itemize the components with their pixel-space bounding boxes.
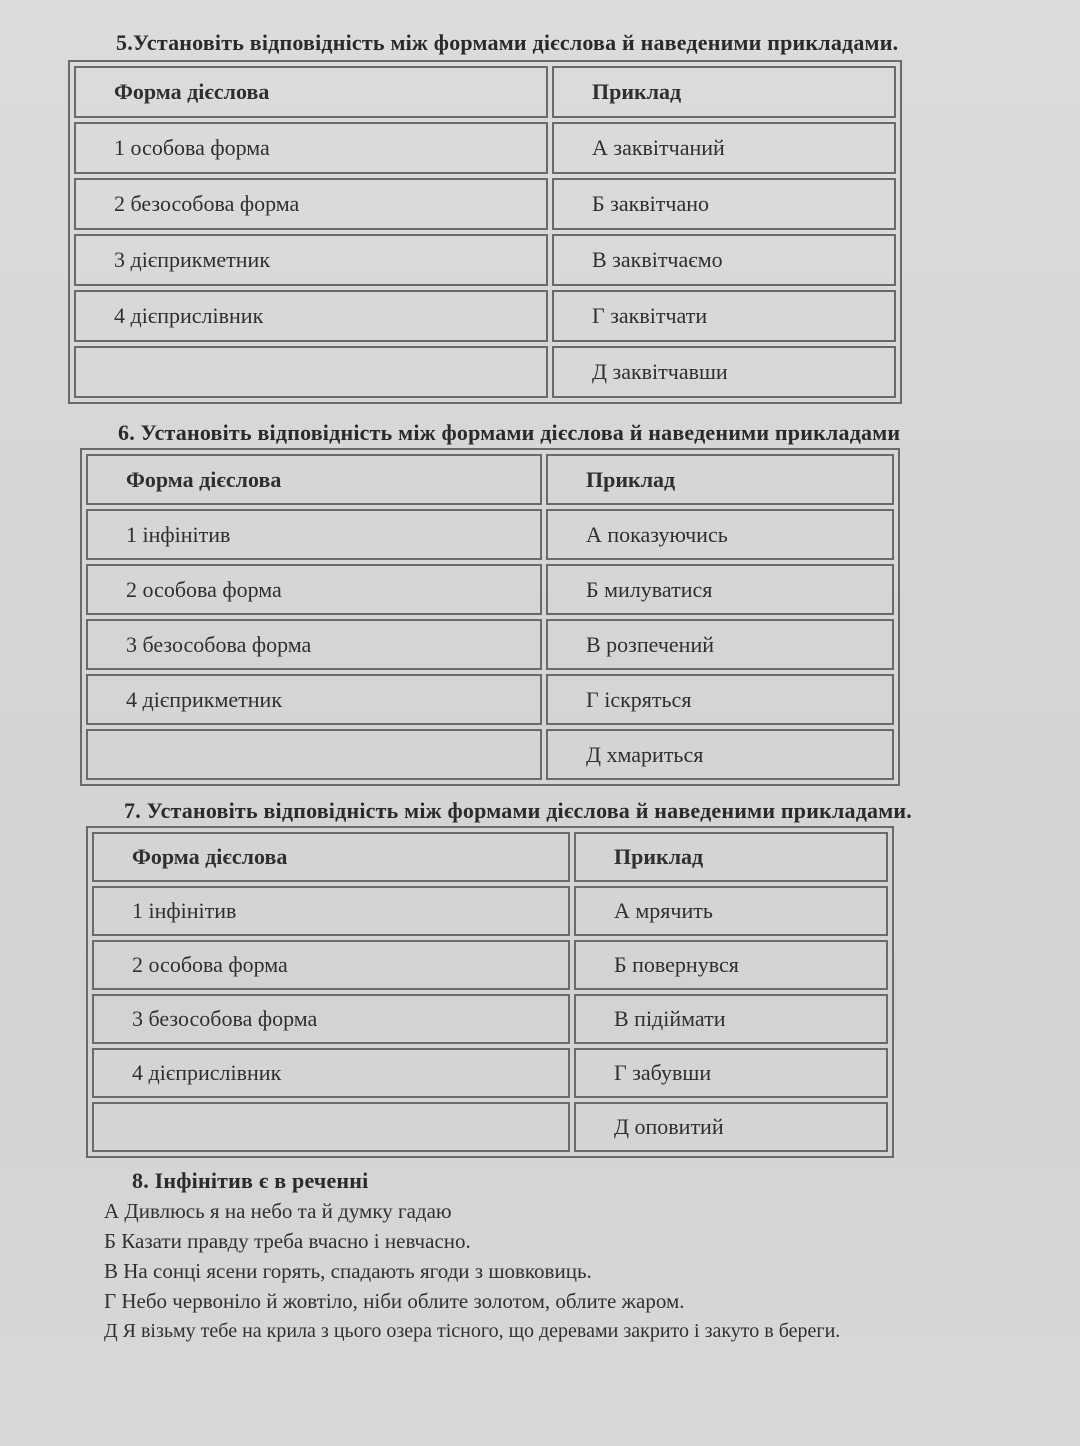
form-cell: 2 особова форма (92, 940, 570, 990)
form-cell: 4 дієприкметник (86, 674, 542, 725)
question-6 (80, 420, 900, 786)
form-cell (92, 1102, 570, 1152)
form-cell: 1 особова форма (74, 122, 548, 174)
header-example: Приклад (546, 454, 894, 505)
form-cell: 3 безособова форма (92, 994, 570, 1044)
table-row (74, 178, 896, 230)
table-row (86, 509, 894, 560)
example-cell: Д оповитий (574, 1102, 888, 1152)
question-8-title: 8. Інфінітив є в реченні (132, 1168, 369, 1193)
form-cell (74, 346, 548, 398)
form-cell: 1 інфінітив (86, 509, 542, 560)
example-cell: А показуючись (546, 509, 894, 560)
form-cell: 4 дієприслівник (92, 1048, 570, 1098)
header-example: Приклад (552, 66, 896, 118)
question-6-title: 6. Установіть відповідність між формами дієслова й наведеними прикладами (118, 420, 901, 445)
question-5 (68, 30, 902, 404)
header-example: Приклад (574, 832, 888, 882)
form-cell: 3 дієприкметник (74, 234, 548, 286)
table-row (74, 234, 896, 286)
form-cell: 2 безособова форма (74, 178, 548, 230)
table-row (74, 290, 896, 342)
table-row (92, 1048, 888, 1098)
form-cell (86, 729, 542, 780)
form-cell: 4 дієприслівник (74, 290, 548, 342)
question-7-table (86, 826, 894, 1158)
header-form: Форма дієслова (74, 66, 548, 118)
header-form: Форма дієслова (92, 832, 570, 882)
question-8 (104, 1168, 840, 1346)
question-6-table (80, 448, 900, 786)
answer-option: Б Казати правду треба вчасно і невчасно. (104, 1229, 471, 1253)
question-7 (86, 798, 912, 1158)
table-row (92, 940, 888, 990)
question-5-table (68, 60, 902, 404)
form-cell: 3 безособова форма (86, 619, 542, 670)
header-form: Форма дієслова (86, 454, 542, 505)
form-cell: 1 інфінітив (92, 886, 570, 936)
table-row (92, 1102, 888, 1152)
question-5-title: 5.Установіть відповідність між формами дієслова й наведеними прикладами. (116, 30, 899, 55)
example-cell: В розпечений (546, 619, 894, 670)
table-row (74, 122, 896, 174)
table-row (92, 886, 888, 936)
table-row (92, 994, 888, 1044)
table-header-row (92, 832, 888, 882)
table-row (86, 564, 894, 615)
form-cell: 2 особова форма (86, 564, 542, 615)
example-cell: А заквітчаний (552, 122, 896, 174)
example-cell: Г забувши (574, 1048, 888, 1098)
example-cell: В заквітчаємо (552, 234, 896, 286)
question-7-title: 7. Установіть відповідність між формами дієслова й наведеними прикладами. (124, 798, 913, 823)
example-cell: Г заквітчати (552, 290, 896, 342)
example-cell: Д заквітчавши (552, 346, 896, 398)
table-row (86, 674, 894, 725)
example-cell: Д хмариться (546, 729, 894, 780)
table-row (86, 729, 894, 780)
table-header-row (74, 66, 896, 118)
example-cell: Б повернувся (574, 940, 888, 990)
example-cell: Б заквітчано (552, 178, 896, 230)
answer-option: В На сонці ясени горять, спадають ягоди з шовковиць. (104, 1259, 592, 1283)
table-row (86, 619, 894, 670)
example-cell: В підіймати (574, 994, 888, 1044)
example-cell: Г іскряться (546, 674, 894, 725)
example-cell: Б милуватися (546, 564, 894, 615)
answer-option: Д Я візьму тебе на крила з цього озера тісного, що деревами закрито і закуто в береги. (104, 1320, 841, 1342)
table-row (74, 346, 896, 398)
answer-option: Г Небо червоніло й жовтіло, ніби облите золотом, облите жаром. (104, 1289, 685, 1313)
example-cell: А мрячить (574, 886, 888, 936)
table-header-row (86, 454, 894, 505)
answer-option: А Дивлюсь я на небо та й думку гадаю (104, 1199, 452, 1223)
